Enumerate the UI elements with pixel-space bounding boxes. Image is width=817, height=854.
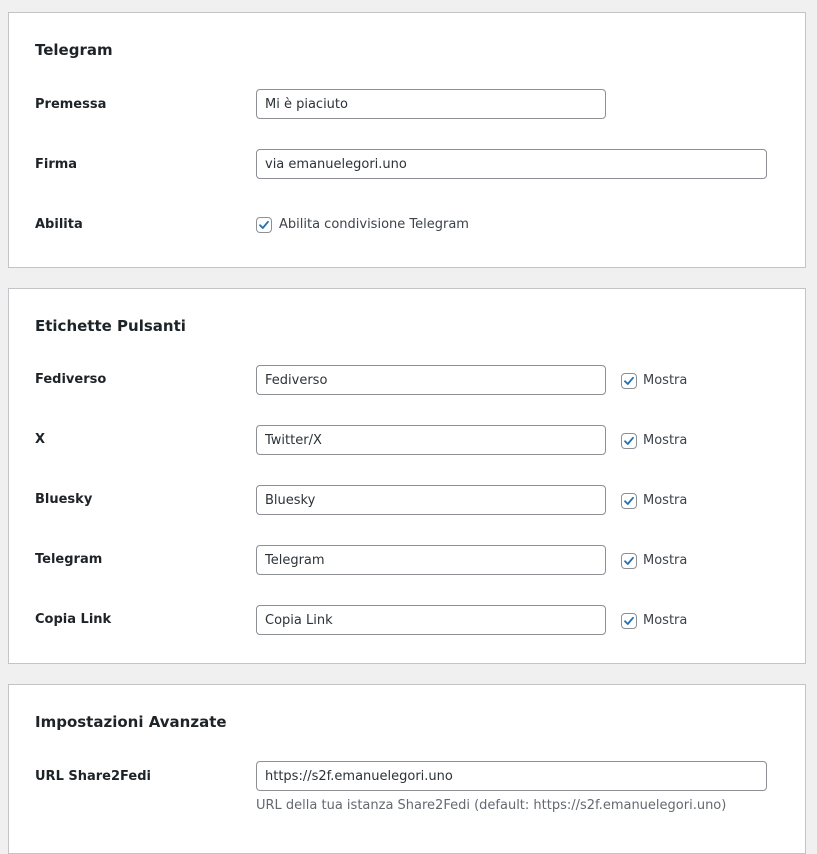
checkmark-icon bbox=[623, 435, 635, 447]
checkmark-icon bbox=[623, 615, 635, 627]
bluesky-show-label[interactable]: Mostra bbox=[643, 493, 688, 508]
copia-link-show-checkbox[interactable] bbox=[621, 613, 637, 629]
abilita-label: Abilita bbox=[35, 217, 83, 232]
copia-link-show-label[interactable]: Mostra bbox=[643, 613, 688, 628]
bluesky-input[interactable] bbox=[256, 485, 606, 515]
fediverso-input[interactable] bbox=[256, 365, 606, 395]
premessa-label: Premessa bbox=[35, 97, 107, 112]
share2fedi-url-input[interactable] bbox=[256, 761, 767, 791]
firma-input[interactable] bbox=[256, 149, 767, 179]
fediverso-label: Fediverso bbox=[35, 372, 107, 387]
telegram-section-title: Telegram bbox=[35, 41, 113, 59]
checkmark-icon bbox=[623, 495, 635, 507]
telegram-input[interactable] bbox=[256, 545, 606, 575]
telegram-show-label[interactable]: Mostra bbox=[643, 553, 688, 568]
button-labels-card bbox=[8, 288, 806, 664]
checkmark-icon bbox=[258, 219, 270, 231]
checkmark-icon bbox=[623, 375, 635, 387]
x-show-label[interactable]: Mostra bbox=[643, 433, 688, 448]
advanced-section-title: Impostazioni Avanzate bbox=[35, 713, 227, 731]
fediverso-show-checkbox[interactable] bbox=[621, 373, 637, 389]
firma-label: Firma bbox=[35, 157, 78, 172]
telegram-label: Telegram bbox=[35, 552, 103, 567]
fediverso-show-label[interactable]: Mostra bbox=[643, 373, 688, 388]
x-label: X bbox=[35, 432, 46, 447]
copia-link-input[interactable] bbox=[256, 605, 606, 635]
premessa-input[interactable] bbox=[256, 89, 606, 119]
share2fedi-url-label: URL Share2Fedi bbox=[35, 769, 151, 784]
abilita-telegram-checkbox-label[interactable]: Abilita condivisione Telegram bbox=[279, 217, 469, 232]
telegram-settings-card bbox=[8, 12, 806, 268]
telegram-show-checkbox[interactable] bbox=[621, 553, 637, 569]
bluesky-show-checkbox[interactable] bbox=[621, 493, 637, 509]
x-show-checkbox[interactable] bbox=[621, 433, 637, 449]
advanced-settings-card bbox=[8, 684, 806, 854]
x-input[interactable] bbox=[256, 425, 606, 455]
checkmark-icon bbox=[623, 555, 635, 567]
copia-link-label: Copia Link bbox=[35, 612, 112, 627]
abilita-telegram-checkbox[interactable] bbox=[256, 217, 272, 233]
button-labels-section-title: Etichette Pulsanti bbox=[35, 317, 186, 335]
share2fedi-url-description: URL della tua istanza Share2Fedi (default: https://s2f.emanuelegori.uno) bbox=[256, 798, 727, 813]
bluesky-label: Bluesky bbox=[35, 492, 93, 507]
